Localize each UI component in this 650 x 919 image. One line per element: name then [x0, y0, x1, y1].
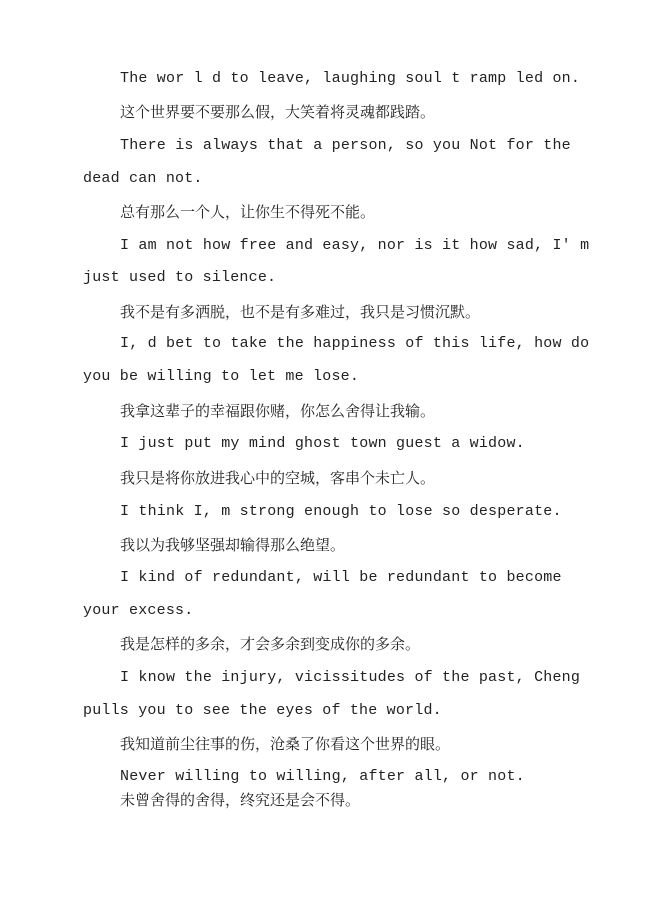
text-line: 总有那么一个人，让你生不得死不能。: [120, 203, 376, 221]
text-line: 这个世界要不要那么假，大笑着将灵魂都践踏。: [120, 103, 436, 121]
text-line: just used to silence.: [83, 269, 277, 286]
text-line: 我不是有多洒脱，也不是有多难过，我只是习惯沉默。: [120, 303, 481, 321]
text-line: 我是怎样的多余，才会多余到变成你的多余。: [120, 635, 421, 653]
text-line: 我知道前尘往事的伤，沧桑了你看这个世界的眼。: [120, 735, 451, 753]
text-line: There is always that a person, so you Not for the: [120, 137, 571, 154]
text-line: pulls you to see the eyes of the world.: [83, 702, 442, 719]
text-line: The wor l d to leave, laughing soul t ramp led on.: [120, 70, 581, 87]
text-line: I know the injury, vicissitudes of the past, Cheng: [120, 669, 581, 686]
text-line: I, d bet to take the happiness of this life, how do: [120, 335, 590, 352]
text-line: dead can not.: [83, 170, 203, 187]
text-line: I am not how free and easy, nor is it how sad, I' m: [120, 237, 590, 254]
text-line: 我以为我够坚强却输得那么绝望。: [120, 536, 346, 554]
text-line: 我只是将你放进我心中的空城，客串个未亡人。: [120, 469, 436, 487]
text-line: your excess.: [83, 602, 194, 619]
text-line: you be willing to let me lose.: [83, 368, 360, 385]
text-line: 未曾舍得的舍得，终究还是会不得。: [120, 791, 361, 809]
text-line: I kind of redundant, will be redundant to become: [120, 569, 562, 586]
text-line: Never willing to willing, after all, or not.: [120, 768, 525, 785]
text-line: I think I, m strong enough to lose so desperate.: [120, 503, 562, 520]
text-line: I just put my mind ghost town guest a widow.: [120, 435, 525, 452]
text-line: 我拿这辈子的幸福跟你赌，你怎么舍得让我输。: [120, 402, 436, 420]
